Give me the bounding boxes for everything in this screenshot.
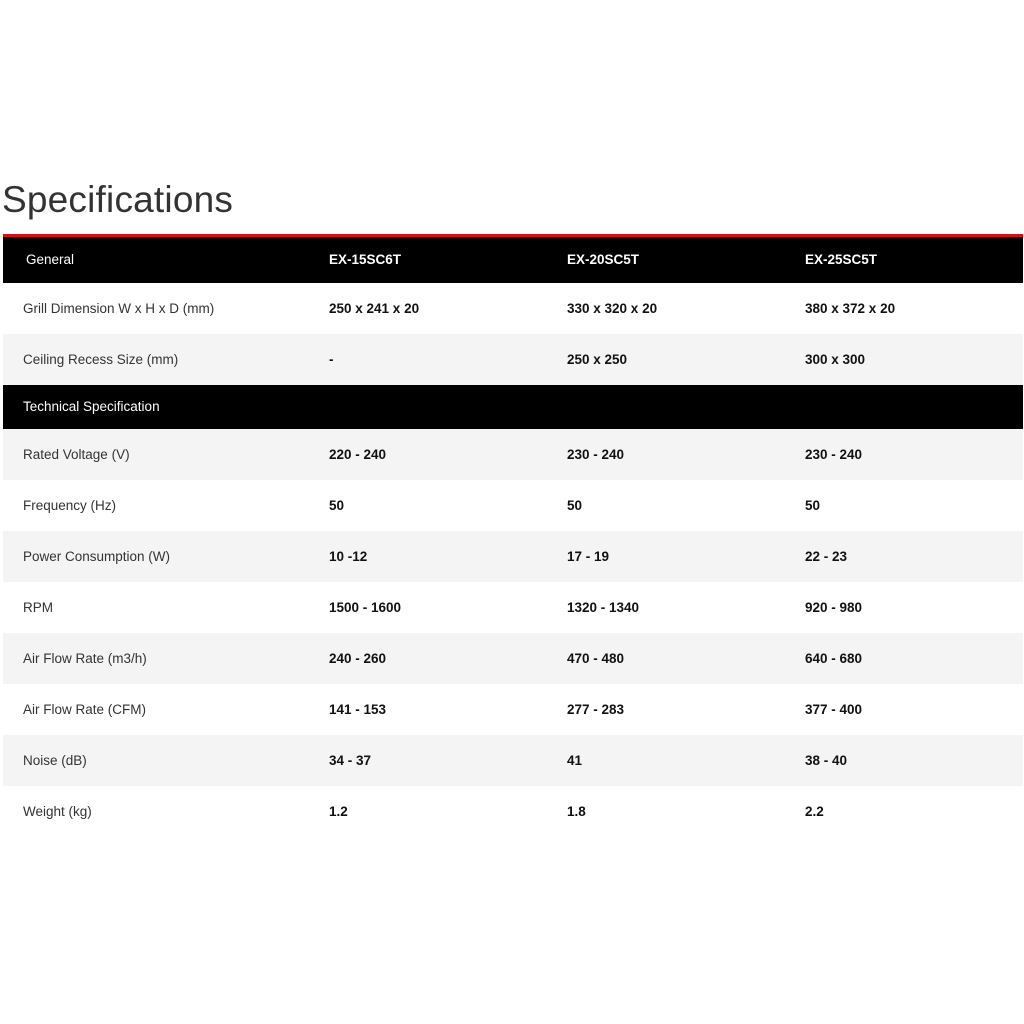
row-label: Air Flow Rate (CFM): [23, 701, 147, 717]
row-label: Weight (kg): [23, 803, 92, 819]
table-row: [3, 582, 1023, 633]
model-header: EX-25SC5T: [805, 252, 878, 268]
row-value: 250 x 241 x 20: [329, 300, 420, 316]
row-value: 1320 - 1340: [567, 599, 640, 615]
row-value: 277 - 283: [567, 701, 625, 717]
page-title: Specifications: [2, 179, 234, 220]
table-row: [3, 684, 1023, 735]
row-value: 2.2: [805, 803, 824, 819]
section-label: Technical Specification: [23, 399, 160, 414]
table-row: [3, 735, 1023, 786]
row-value: 50: [329, 497, 345, 513]
row-label: Power Consumption (W): [23, 548, 171, 564]
general-header-label: General: [26, 252, 75, 268]
row-value: 300 x 300: [805, 351, 866, 367]
row-label: Grill Dimension W x H x D (mm): [23, 300, 215, 316]
section-header-row: [3, 385, 1023, 429]
table-row: [3, 786, 1023, 837]
row-value: 1.8: [567, 803, 586, 819]
row-value: 22 - 23: [805, 548, 848, 564]
row-value: 38 - 40: [805, 752, 848, 768]
row-value: 17 - 19: [567, 548, 610, 564]
row-value: 640 - 680: [805, 650, 863, 666]
row-value: 220 - 240: [329, 446, 387, 462]
row-value: 470 - 480: [567, 650, 625, 666]
table-row: [3, 633, 1023, 684]
table-row: [3, 334, 1023, 385]
table-header-row: [3, 236, 1023, 283]
table-row: [3, 531, 1023, 582]
row-label: Frequency (Hz): [23, 497, 117, 513]
row-value: 920 - 980: [805, 599, 863, 615]
row-value: 330 x 320 x 20: [567, 300, 658, 316]
row-value: 50: [805, 497, 821, 513]
row-value: 240 - 260: [329, 650, 387, 666]
row-value: 250 x 250: [567, 351, 628, 367]
table-row: [3, 480, 1023, 531]
row-value: 50: [567, 497, 583, 513]
row-value: 230 - 240: [567, 446, 625, 462]
row-value: 380 x 372 x 20: [805, 300, 896, 316]
row-value: 377 - 400: [805, 701, 863, 717]
model-header: EX-20SC5T: [567, 252, 640, 268]
table-row: [3, 283, 1023, 334]
row-value: 41: [567, 752, 583, 768]
row-value: 10 -12: [329, 548, 368, 564]
row-value: 1.2: [329, 803, 348, 819]
table-row: [3, 429, 1023, 480]
row-value: 34 - 37: [329, 752, 372, 768]
model-header: EX-15SC6T: [329, 252, 402, 268]
row-value: -: [329, 351, 334, 367]
row-value: 230 - 240: [805, 446, 863, 462]
row-label: Noise (dB): [23, 752, 87, 768]
row-label: Rated Voltage (V): [23, 446, 130, 462]
row-value: 1500 - 1600: [329, 599, 402, 615]
row-label: Air Flow Rate (m3/h): [23, 650, 147, 666]
specifications-table: [3, 234, 1023, 837]
row-label: Ceiling Recess Size (mm): [23, 351, 179, 367]
row-value: 141 - 153: [329, 701, 387, 717]
row-label: RPM: [23, 599, 53, 615]
